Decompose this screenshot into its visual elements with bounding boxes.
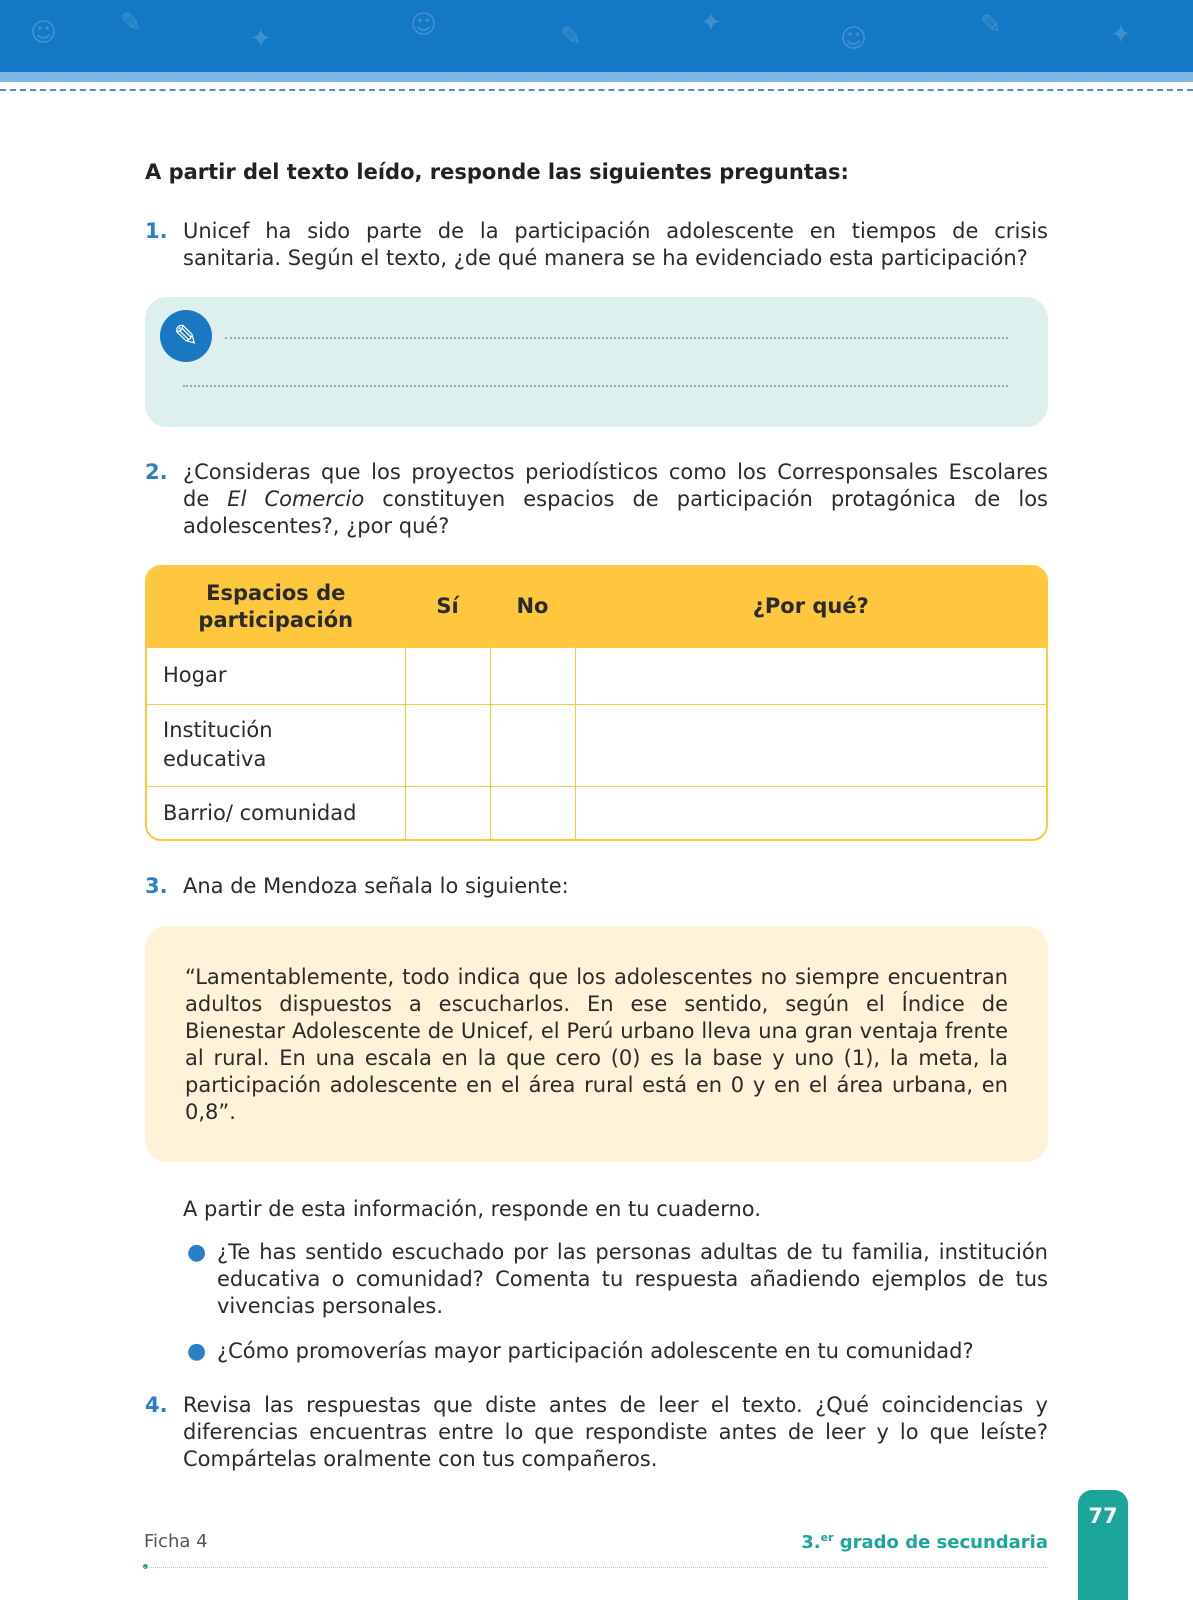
doodle-icon: ✎ <box>560 22 582 52</box>
page-number: 77 <box>1078 1490 1128 1600</box>
answer-cell[interactable] <box>490 704 575 786</box>
question-text-part: ¿Consideras que los proyectos periodísticos como los Corresponsales Escolares de <box>183 460 1048 511</box>
grade-number: 3. <box>801 1532 821 1553</box>
bullet-icon: ● <box>187 1240 207 1265</box>
question-text: Ana de Mendoza señala lo siguiente: <box>183 874 569 898</box>
footer-section: Ficha 4 <box>144 1531 208 1552</box>
question-number: 2. <box>145 460 168 484</box>
list-item-text: ¿Cómo promoverías mayor participación adolescente en tu comunidad? <box>217 1339 974 1363</box>
question-text: Unicef ha sido parte de la participación adolescente en tiempos de crisis sanitaria. Según el texto, ¿de qué manera se ha evidenciado esta participación? <box>183 219 1048 270</box>
table-row <box>147 786 1046 841</box>
instruction-text: A partir de esta información, responde en tu cuaderno. <box>183 1197 761 1221</box>
grade-text: grado de secundaria <box>833 1532 1048 1553</box>
row-label: Institución educativa <box>147 704 405 786</box>
question-number: 4. <box>145 1393 168 1417</box>
doodle-icon: ☺ <box>840 24 868 54</box>
doodle-icon: ✦ <box>250 24 272 54</box>
doodle-icon: ✎ <box>980 10 1002 40</box>
question-number: 3. <box>145 874 168 898</box>
list-item-text: ¿Te has sentido escuchado por las personas adultas de tu familia, institución educativa o comunidad? Comenta tu respuesta añadiendo ejemplos de tus vivencias personales. <box>217 1240 1048 1318</box>
answer-cell[interactable] <box>575 786 1046 841</box>
bullet-icon: ● <box>187 1339 207 1364</box>
answer-line[interactable] <box>183 385 1008 387</box>
list-item <box>187 1338 1048 1365</box>
table-row <box>147 647 1046 704</box>
column-header: Sí <box>405 567 490 647</box>
answer-cell[interactable] <box>575 704 1046 786</box>
doodle-icon: ☺ <box>410 10 438 40</box>
doodle-icon: ✦ <box>700 8 722 38</box>
question-4 <box>145 1392 1048 1473</box>
doodle-icon: ☺ <box>30 18 58 48</box>
answer-cell[interactable] <box>490 647 575 704</box>
instruction <box>145 1196 1048 1223</box>
table-row <box>147 704 1046 786</box>
question-text: Revisa las respuestas que diste antes de leer el texto. ¿Qué coincidencias y diferencias encuentras entre lo que respondiste antes de leer y lo que leíste? Compártelas oralmente con tus compañeros. <box>183 1393 1048 1471</box>
question-text-part: constituyen espacios de participación protagónica de los adolescentes?, ¿por qué? <box>183 487 1048 538</box>
quote-box: “Lamentablemente, todo indica que los adolescentes no siempre encuentran adultos dispuestos a escucharlos. En ese sentido, según el Índice de Bienestar Adolescente de Unicef, el Perú urbano lleva una gran ventaja frente al rural. En una escala en la que cero (0) es la base y uno (1), la meta, la participación adolescente en el área rural está en 0 y en el área urbana, en 0,8”. <box>145 926 1048 1162</box>
newspaper-name: El Comercio <box>227 487 365 511</box>
question-3 <box>145 873 1048 900</box>
list-item <box>187 1239 1048 1320</box>
answer-cell[interactable] <box>405 704 490 786</box>
table-header-row <box>147 567 1046 647</box>
answer-line[interactable] <box>225 337 1008 339</box>
column-header: No <box>490 567 575 647</box>
doodle-icon: ✎ <box>120 8 142 38</box>
page-heading: A partir del texto leído, responde las siguientes preguntas: <box>145 160 849 184</box>
row-label: Barrio/ comunidad <box>147 786 405 841</box>
top-stripe <box>0 72 1193 82</box>
participation-table <box>145 565 1048 841</box>
top-banner <box>0 0 1193 72</box>
answer-cell[interactable] <box>405 647 490 704</box>
question-2 <box>145 459 1048 540</box>
question-number: 1. <box>145 219 168 243</box>
question-text <box>183 459 1048 540</box>
answer-cell[interactable] <box>405 786 490 841</box>
question-1 <box>145 218 1048 272</box>
answer-cell[interactable] <box>575 647 1046 704</box>
grade-ordinal: er <box>820 1531 834 1544</box>
top-divider <box>0 89 1193 91</box>
answer-cell[interactable] <box>490 786 575 841</box>
doodle-icon: ✦ <box>1110 20 1132 50</box>
pencil-icon: ✎ <box>160 310 212 362</box>
column-header: ¿Por qué? <box>575 567 1046 647</box>
footer-grade <box>800 1531 1048 1553</box>
row-label: Hogar <box>147 647 405 704</box>
footer-divider <box>144 1567 1048 1568</box>
answer-box[interactable] <box>145 297 1048 427</box>
column-header: Espacios de participación <box>147 567 405 647</box>
